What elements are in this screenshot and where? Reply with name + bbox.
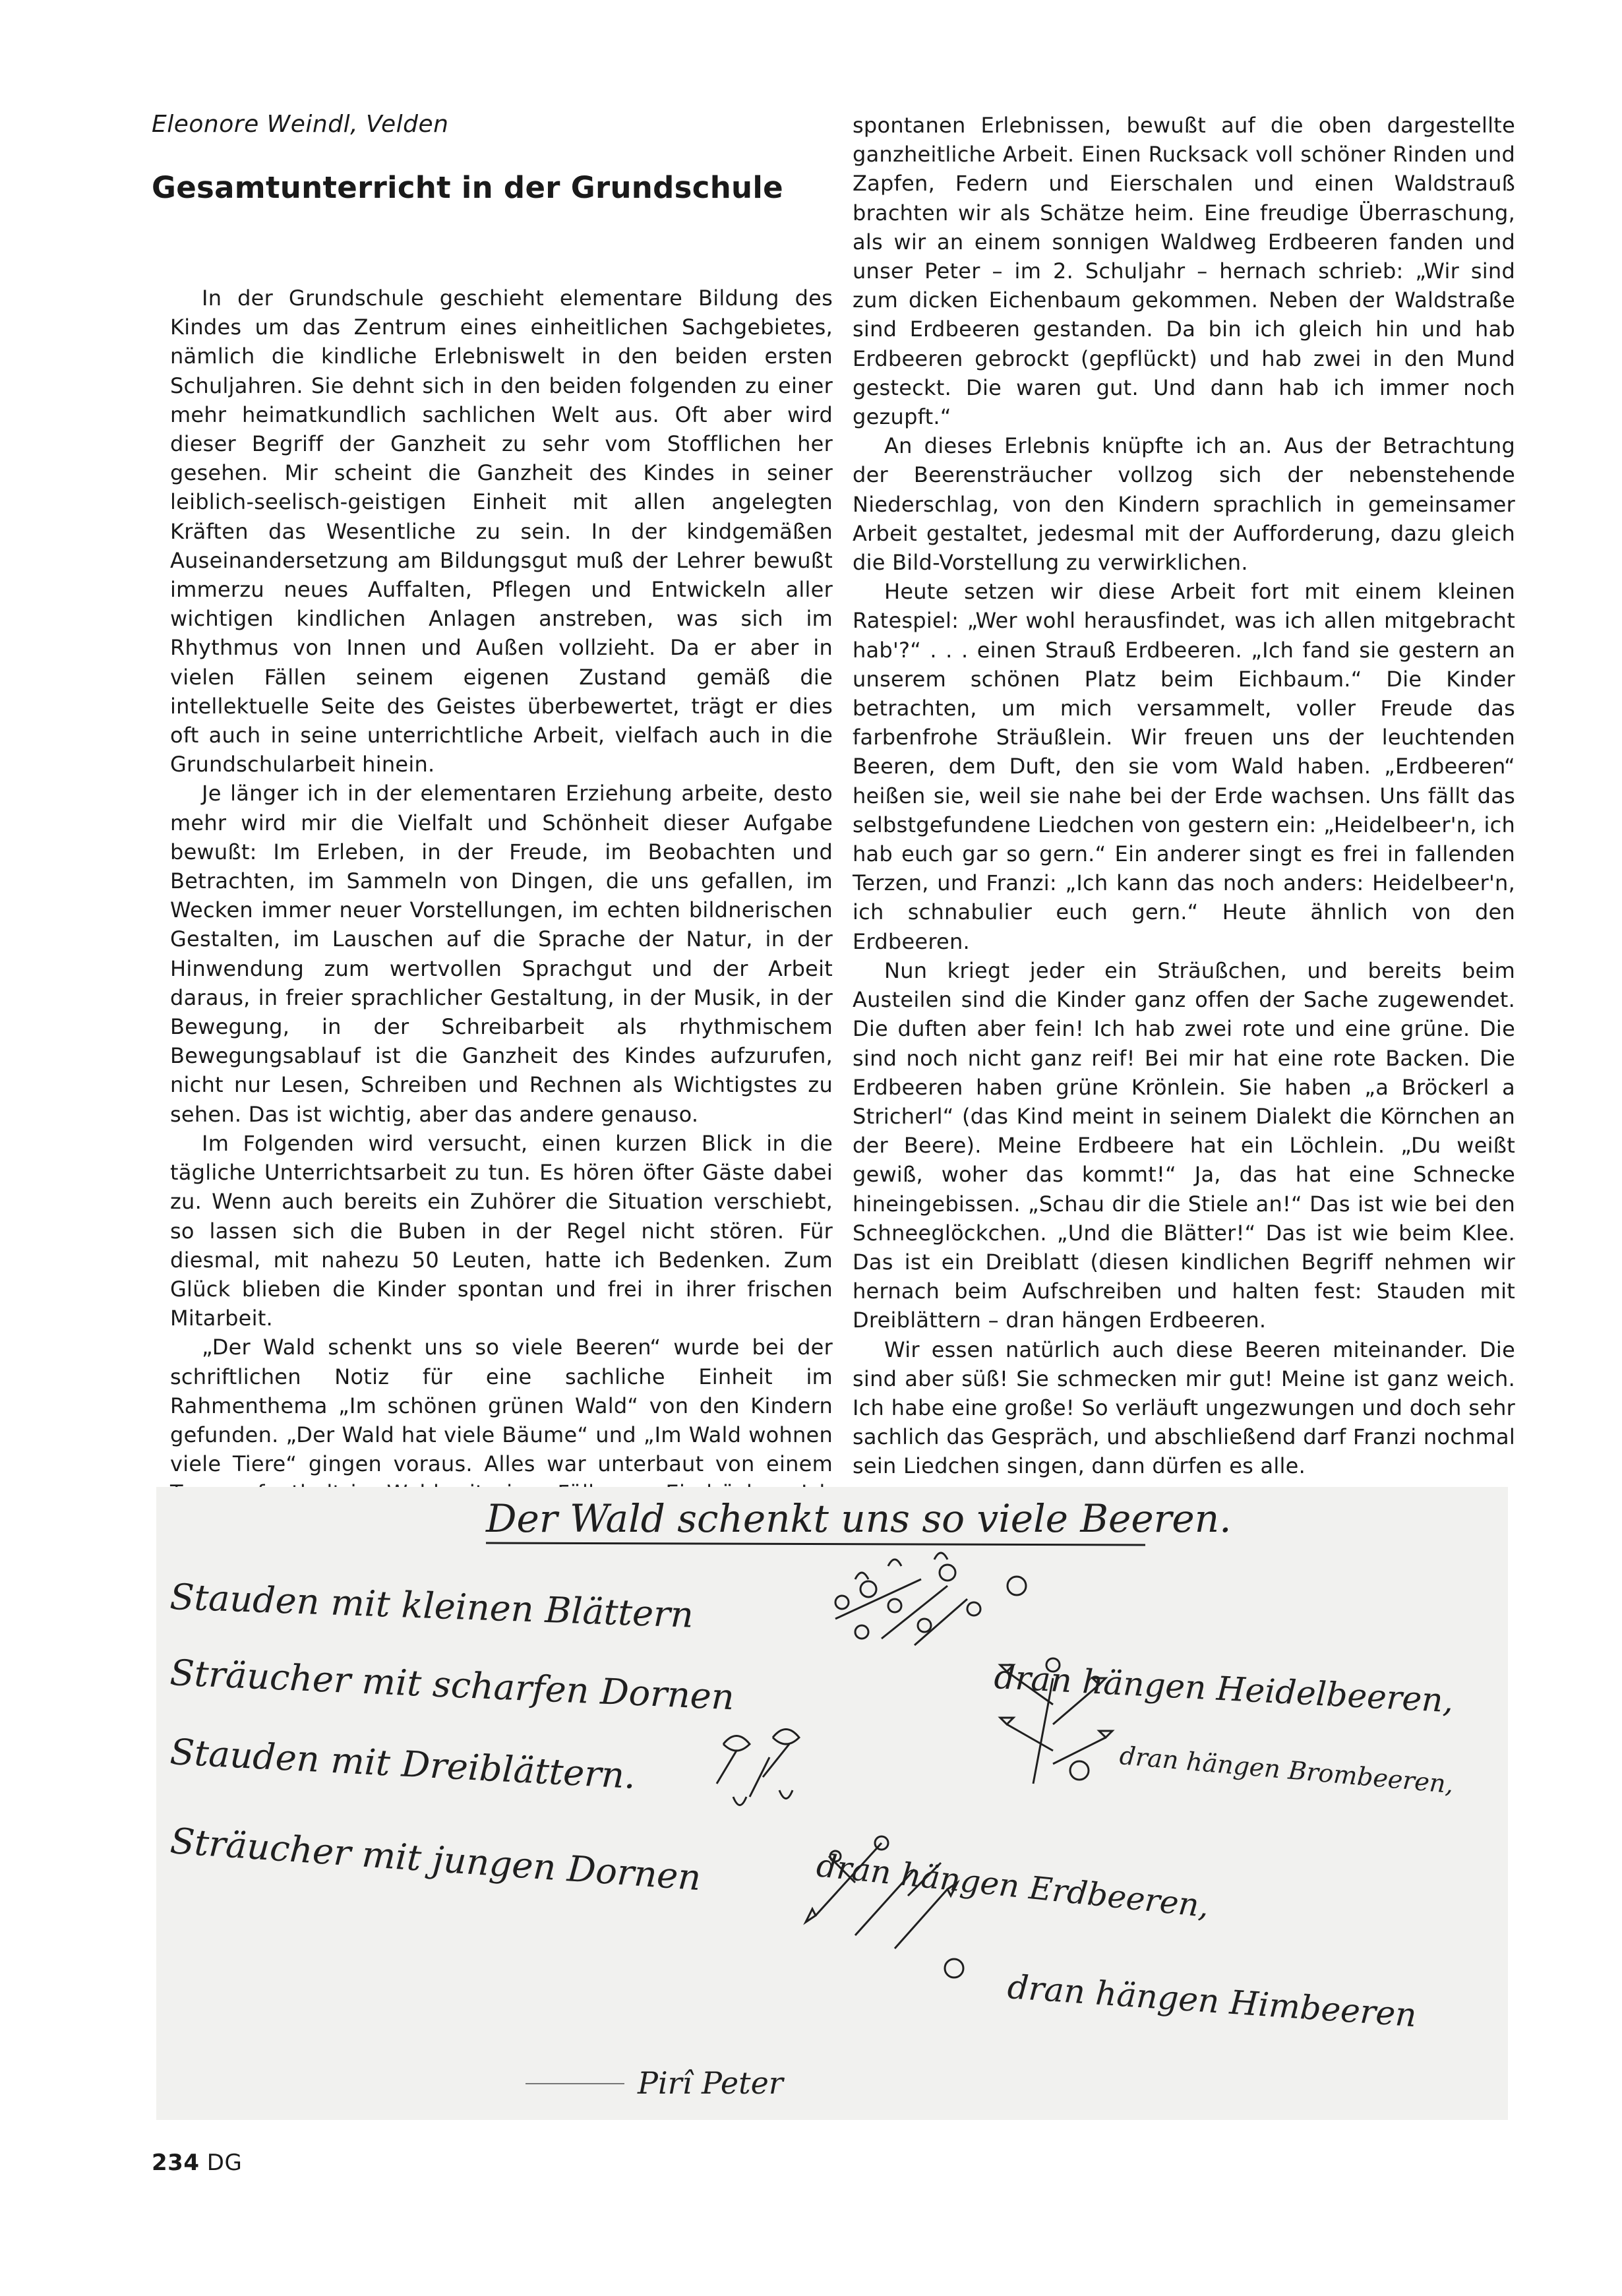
paragraph: Heute setzen wir diese Arbeit fort mit einem kleinen Ratespiel: „Wer wohl herausfindet, was ich allen mitgebracht hab'?“ . . . einen Strauß Erdbeeren. „Ich fand sie gestern an unserem schönen Platz beim Eichbaum.“ Die Kinder betrachten, um mich versammelt, voller Freude das farbenfrohe Sträußlein. Wir freuen uns der leuchtenden Beeren, dem Duft, den sie vom Wald haben. „Erdbeeren“ heißen sie, weil sie nahe bei der Erde wachsen. Uns fällt das selbstgefundene Liedchen von gestern ein: „Heidelbeer'n, ich hab euch gar so gern.“ Ein anderer singt es frei in fallenden Terzen, und Franzi: „Ich kann das noch anders: Heidelbeer'n, ich schnabulier euch gern.“ Heute ähnlich von den Erdbeeren. [853,579,1515,954]
handwritten-illustration [156,1487,1508,2120]
author-line: Eleonore Weindl, Velden [152,111,449,138]
handwritten-line: Sträucher mit scharfen Dornen [169,1652,735,1718]
right-column [853,111,1515,1481]
illustration-heading: Der Wald schenkt uns so viele Beeren. [486,1496,1232,1541]
handwritten-line: dran hängen Brombeeren, [1118,1741,1455,1799]
page-footer [152,2150,242,2176]
signature: Pirî Peter [638,2065,783,2101]
handwritten-line: dran hängen Erdbeeren, [814,1847,1211,1925]
paragraph: Je länger ich in der elementaren Erziehung arbeite, desto mehr wird mir die Vielfalt und Schönheit dieser Aufgabe bewußt: Im Erleben, in der Freude, im Beobachten und Betrachten, im Sammeln von Dingen, die uns gefallen, im Wecken immer neuer Vorstellungen, im echten bildnerischen Gestalten, im Lauschen auf die Sprache der Natur, in der Hinwendung zum wertvollen Sprachgut und der Arbeit daraus, in freier sprachlicher Gestaltung, in der Musik, in der Bewegung, in der Schreibarbeit als rhythmischem Bewegungsablauf ist die Ganzheit des Kindes aufzurufen, nicht nur Lesen, Schreiben und Rechnen als Wichtigstes zu sehen. Das ist wichtig, aber das andere genauso. [170,781,833,1127]
left-column [170,284,833,1537]
paragraph: An dieses Erlebnis knüpfte ich an. Aus der Betrachtung der Beerensträucher vollzog sich der nebenstehende Niederschlag, von den Kindern sprachlich in gemeinsamer Arbeit gestaltet, jedesmal mit der Aufforderung, dazu gleich die Bild-Vorstellung zu verwirklichen. [853,433,1515,576]
strawberry-sketch [717,1730,799,1805]
handwritten-line: dran hängen Himbeeren [1006,1968,1418,2035]
heading-underline [486,1543,1145,1545]
illustration-drawing [156,1487,1508,2120]
page-number: 234 [152,2150,200,2176]
paragraph: „Der Wald schenkt uns so viele Beeren“ wurde bei der schriftlichen Notiz für eine sachliche Einheit im Rahmenthema „Im schönen grünen Wald“ von den Kindern gefunden. „Der Wald hat viele Bäume“ und „Im Wald wohnen viele Tiere“ gingen voraus. Alles war unterbaut von einem [170,1335,833,1477]
article-title: Gesamtunterricht in der Grundschule [152,170,783,205]
paragraph: In der Grundschule geschieht elementare Bildung des Kindes um das Zentrum eines einheitlichen Sachgebietes, nämlich die kindliche Erlebniswelt in den beiden ersten Schuljahren. Sie dehnt sich in den beiden folgenden zu einer mehr heimatkundlich sachlichen Welt aus. Oft aber wird dieser Begriff der Ganzheit zu sehr vom Stofflichen her gesehen. Mir scheint die Ganzheit des Kindes in seiner leiblich-seelisch-geistigen Einheit mit allen angelegten Kräften das Wesentliche zu sein. In der kindgemäßen Auseinandersetzung am Bildungsgut muß der Lehrer bewußt immerzu neues Auffalten, Pflegen und Entwickeln aller wichtigen kindlichen Anlagen anstreben, was sich im Rhythmus von Innen und Außen vollzieht. Da er aber in vielen Fällen seinem eigenen Zustand gemäß die intellektuelle Seite des Geistes überbewertet, trägt er dies oft auch in seine unterrichtliche Arbeit, vielfach auch in die Grundschularbeit hinein. [170,286,833,777]
paragraph: Wir essen natürlich auch diese Beeren miteinander. Die sind aber süß! Sie schmecken mir gut! Meine ist ganz weich. Ich habe eine große! So verläuft ungezwungen und doch sehr sachlich das Gespräch, und abschließend darf Franzi nochmal sein Liedchen singen, dann dürfen es alle. [853,1337,1515,1479]
handwritten-line: Stauden mit kleinen Blättern [169,1576,694,1636]
sketch-drawings [717,1553,1112,1978]
blueberry-sketch [835,1553,1026,1645]
handwritten-line: Sträucher mit jungen Dornen [169,1820,703,1899]
handwritten-line: Stauden mit Dreiblättern. [169,1731,637,1797]
paragraph: Im Folgenden wird versucht, einen kurzen Blick in die tägliche Unterrichtsarbeit zu tun. Es hören öfter Gäste dabei zu. Wenn auch bereits ein Zuhörer die Situation verschiebt, so lassen sich die Buben in der Regel nicht stören. Für diesmal, mit nahezu 50 Leuten, hatte ich Bedenken. Zum Glück blieben die Kinder spontan und frei in ihrer frischen Mitarbeit. [170,1130,833,1331]
paragraph: spontanen Erlebnissen, bewußt auf die oben dargestellte ganzheitliche Arbeit. Einen Rucksack voll schöner Rinden und Zapfen, Federn und Eierschalen und einen Waldstrauß brachten wir als Schätze heim. Eine freudige Überraschung, als wir an einem sonnigen Waldweg Erdbeeren fanden und unser Peter – im 2. Schuljahr – hernach schrieb: „Wir sind zum dicken Eichenbaum gekommen. Neben der Waldstraße sind Erdbeeren gestanden. Da bin ich gleich hin und hab Erdbeeren gebrockt (gepflückt) und hab zwei in den Mund gesteckt. Die waren gut. Und dann hab ich immer noch gezupft.“ [853,113,1515,430]
journal-abbrev: DG [206,2150,243,2176]
handwritten-line: dran hängen Heidelbeeren, [993,1658,1455,1720]
paragraph: Nun kriegt jeder ein Sträußchen, und bereits beim Austeilen sind die Kinder ganz offen der Sache zugewendet. Die duften aber fein! Ich hab zwei rote und eine grüne. Die sind noch nicht ganz reif! Bei mir hat eine rote Backen. Die Erdbeeren haben grüne Krönlein. Sie haben „a Bröckerl a Stricherl“ (das Kind meint in seinem Dialekt die Körnchen an der Beere). Meine Erdbeere hat ein Löchlein. „Du weißt gewiß, woher das kommt!“ Ja, das hat eine Schnecke hineingebissen. „Schau dir die Stiele an!“ Das ist wie bei den Schneeglöckchen. „Und die Blätter!“ Das ist wie beim Klee. Das ist ein Dreiblatt (diesen kindlichen Begriff nehmen wir hernach beim Aufschreiben und halten fest: Stauden mit Dreiblättern – dran hängen Erdbeeren. [853,957,1515,1333]
